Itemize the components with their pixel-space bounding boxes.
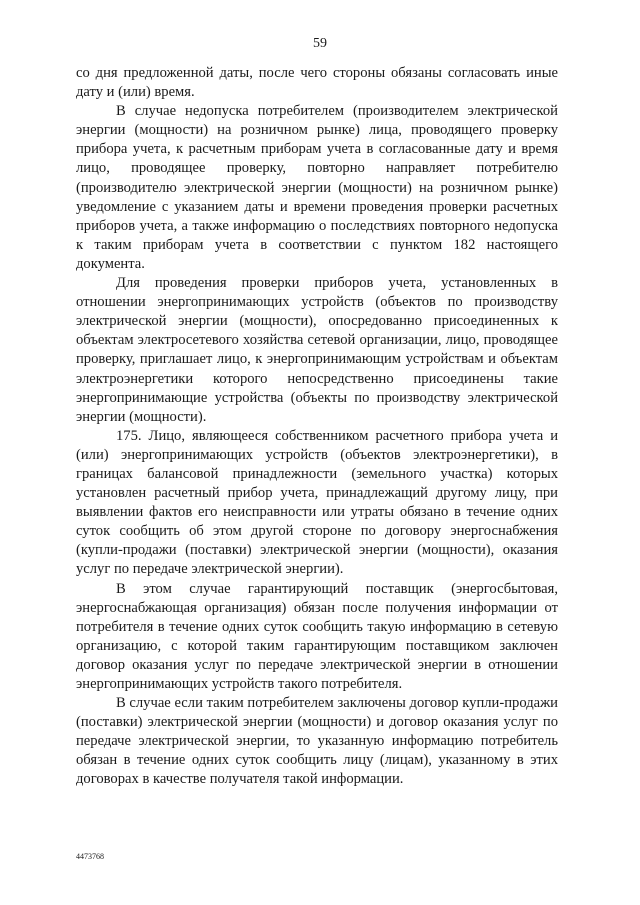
- paragraph-consumer-obligation: В случае если таким потребителем заключены договор купли-продажи (поставки) электрической энергии (мощности) и договор оказания услуг по передаче электрической энергии, то указанную информацию потребитель обязан в течение одних суток сообщить лицу (лицам), указанному в этих договорах в качестве получателя такой информации.: [76, 695, 558, 788]
- document-body: [76, 64, 558, 790]
- page-number: 59: [313, 36, 327, 51]
- paragraph-continuation: со дня предложенной даты, после чего стороны обязаны согласовать иные дату и (или) время.: [76, 65, 558, 101]
- paragraph-inspection-invitation: Для проведения проверки приборов учета, установленных в отношении энергопринимающих устройств (объектов по производству электрической энергии (мощности), опосредованно присоединенных к объектам электросетевого хозяйства сетевой организации, лицо, проводящее проверку, приглашает лицо, к энергопринимающим устройствам и объектам электроэнергетики которого непосредственно присоединены такие энергопринимающие устройства (объекты по производству электрической энергии (мощности).: [76, 275, 558, 425]
- paragraph-nonadmission: В случае недопуска потребителем (производителем электрической энергии (мощности) на розничном рынке) лица, проводящего проверку прибора учета, к расчетным приборам учета в согласованные дату и время лицо, проводящее проверку, повторно направляет потребителю (производителю электрической энергии (мощности) на розничном рынке) уведомление с указанием даты и времени проведения проверки расчетных приборов учета, а также информацию о последствиях повторного недопуска к таким приборам учета в соответствии с пунктом 182 настоящего документа.: [76, 103, 558, 272]
- paragraph-clause-175: 175. Лицо, являющееся собственником расчетного прибора учета и (или) энергопринимающих устройств (объектов электроэнергетики), в границах балансовой принадлежности (земельного участка) которых установлен расчетный прибор учета, принадлежащий другому лицу, при выявлении фактов его неисправности или утраты обязано в течение одних суток сообщить об этом другой стороне по договору энергоснабжения (купли-продажи (поставки) электрической энергии (мощности), оказания услуг по передаче электрической энергии).: [76, 427, 558, 578]
- document-code: 4473768: [76, 852, 104, 861]
- paragraph-supplier-obligation: В этом случае гарантирующий поставщик (энергосбытовая, энергоснабжающая организация) обязан после получения информации от потребителя в течение одних суток сообщить такую информацию в сетевую организацию, с которой таким гарантирующим поставщиком заключен договор оказания услуг по передаче электрической энергии в отношении энергопринимающих устройств такого потребителя.: [76, 580, 558, 692]
